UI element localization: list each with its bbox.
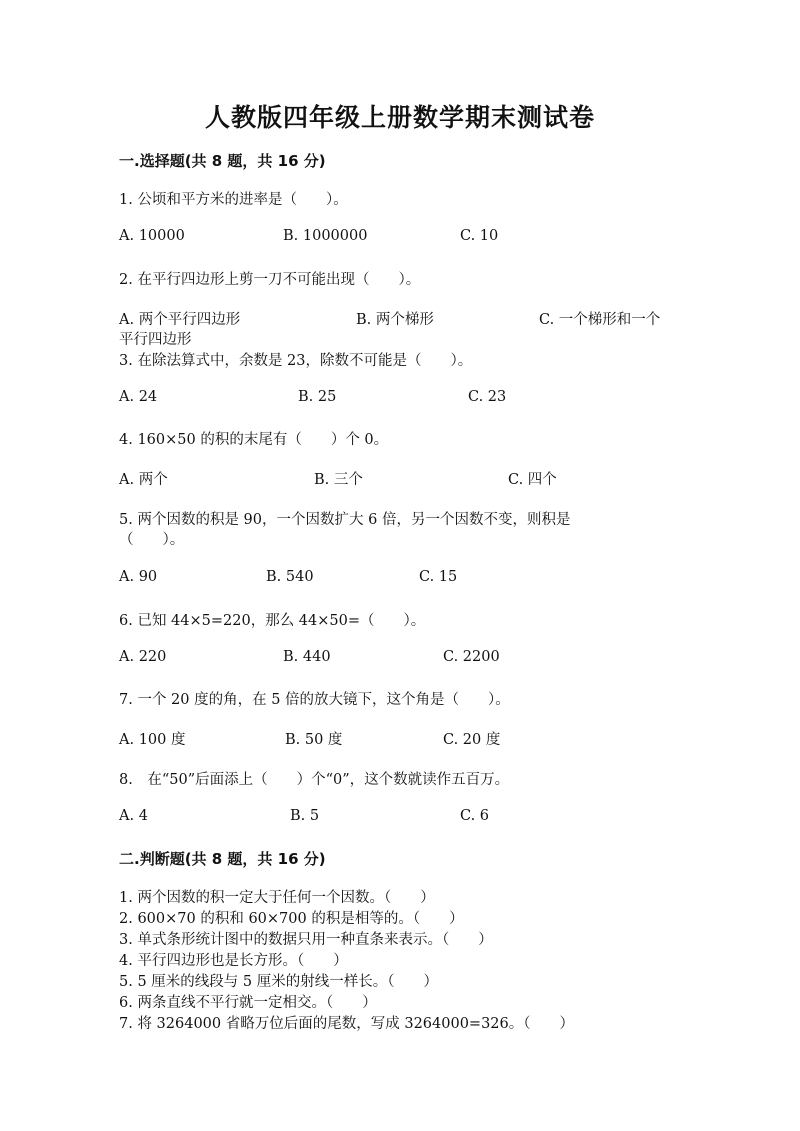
question-4: 4. 160×50 的积的末尾有（ ）个 0。 [119, 432, 389, 448]
judgement-item: 3. 单式条形统计图中的数据只用一种直条来表示。（ ） [119, 932, 493, 948]
question-5-continued: （ ）。 [119, 532, 185, 548]
question-5-option-c: C. 15 [419, 569, 458, 585]
question-1: 1. 公顷和平方米的进率是（ ）。 [119, 192, 348, 208]
question-1-option-b: B. 1000000 [283, 228, 368, 244]
judgement-item: 5. 5 厘米的线段与 5 厘米的射线一样长。（ ） [119, 974, 438, 990]
question-7-option-a: A. 100 度 [119, 732, 186, 748]
question-7-option-b: B. 50 度 [285, 732, 343, 748]
section-heading-choice: 一.选择题(共 8 题，共 16 分) [119, 152, 326, 170]
question-6-option-b: B. 440 [283, 649, 331, 665]
question-4-option-b: B. 三个 [314, 472, 363, 488]
question-2-option-a: A. 两个平行四边形 [119, 312, 241, 328]
question-4-option-c: C. 四个 [508, 472, 557, 488]
question-3-option-c: C. 23 [468, 389, 507, 405]
judgement-item: 2. 600×70 的积和 60×700 的积是相等的。（ ） [119, 911, 464, 927]
question-8-option-b: B. 5 [290, 808, 320, 824]
question-5-option-a: A. 90 [119, 569, 158, 585]
question-4-option-a: A. 两个 [119, 472, 168, 488]
question-8-option-a: A. 4 [119, 808, 148, 824]
question-2-option-c-continued: 平行四边形 [119, 332, 192, 348]
judgement-item: 7. 将 3264000 省略万位后面的尾数，写成 3264000=326。（ ） [119, 1016, 574, 1032]
question-3: 3. 在除法算式中，余数是 23，除数不可能是（ ）。 [119, 353, 473, 369]
question-5: 5. 两个因数的积是 90，一个因数扩大 6 倍，另一个因数不变，则积是 [119, 512, 571, 528]
question-2-option-c: C. 一个梯形和一个 [539, 312, 661, 328]
question-7: 7. 一个 20 度的角，在 5 倍的放大镜下，这个角是（ ）。 [119, 692, 510, 708]
section-heading-judgement: 二.判断题(共 8 题，共 16 分) [119, 850, 326, 868]
question-6: 6. 已知 44×5=220，那么 44×50=（ ）。 [119, 613, 426, 629]
judgement-item: 4. 平行四边形也是长方形。（ ） [119, 953, 348, 969]
judgement-item: 1. 两个因数的积一定大于任何一个因数。（ ） [119, 890, 435, 906]
question-7-option-c: C. 20 度 [443, 732, 501, 748]
question-2: 2. 在平行四边形上剪一刀不可能出现（ ）。 [119, 272, 421, 288]
page-title: 人教版四年级上册数学期末测试卷 [204, 103, 595, 132]
judgement-item: 6. 两条直线不平行就一定相交。（ ） [119, 995, 377, 1011]
question-3-option-b: B. 25 [298, 389, 337, 405]
question-1-option-c: C. 10 [460, 228, 499, 244]
question-3-option-a: A. 24 [119, 389, 158, 405]
question-1-option-a: A. 10000 [119, 228, 185, 244]
question-6-option-a: A. 220 [119, 649, 167, 665]
question-2-option-b: B. 两个梯形 [356, 312, 434, 328]
question-8-option-c: C. 6 [460, 808, 490, 824]
question-8: 8. 在“50”后面添上（ ）个“0”，这个数就读作五百万。 [119, 772, 510, 788]
question-6-option-c: C. 2200 [443, 649, 500, 665]
question-5-option-b: B. 540 [266, 569, 314, 585]
